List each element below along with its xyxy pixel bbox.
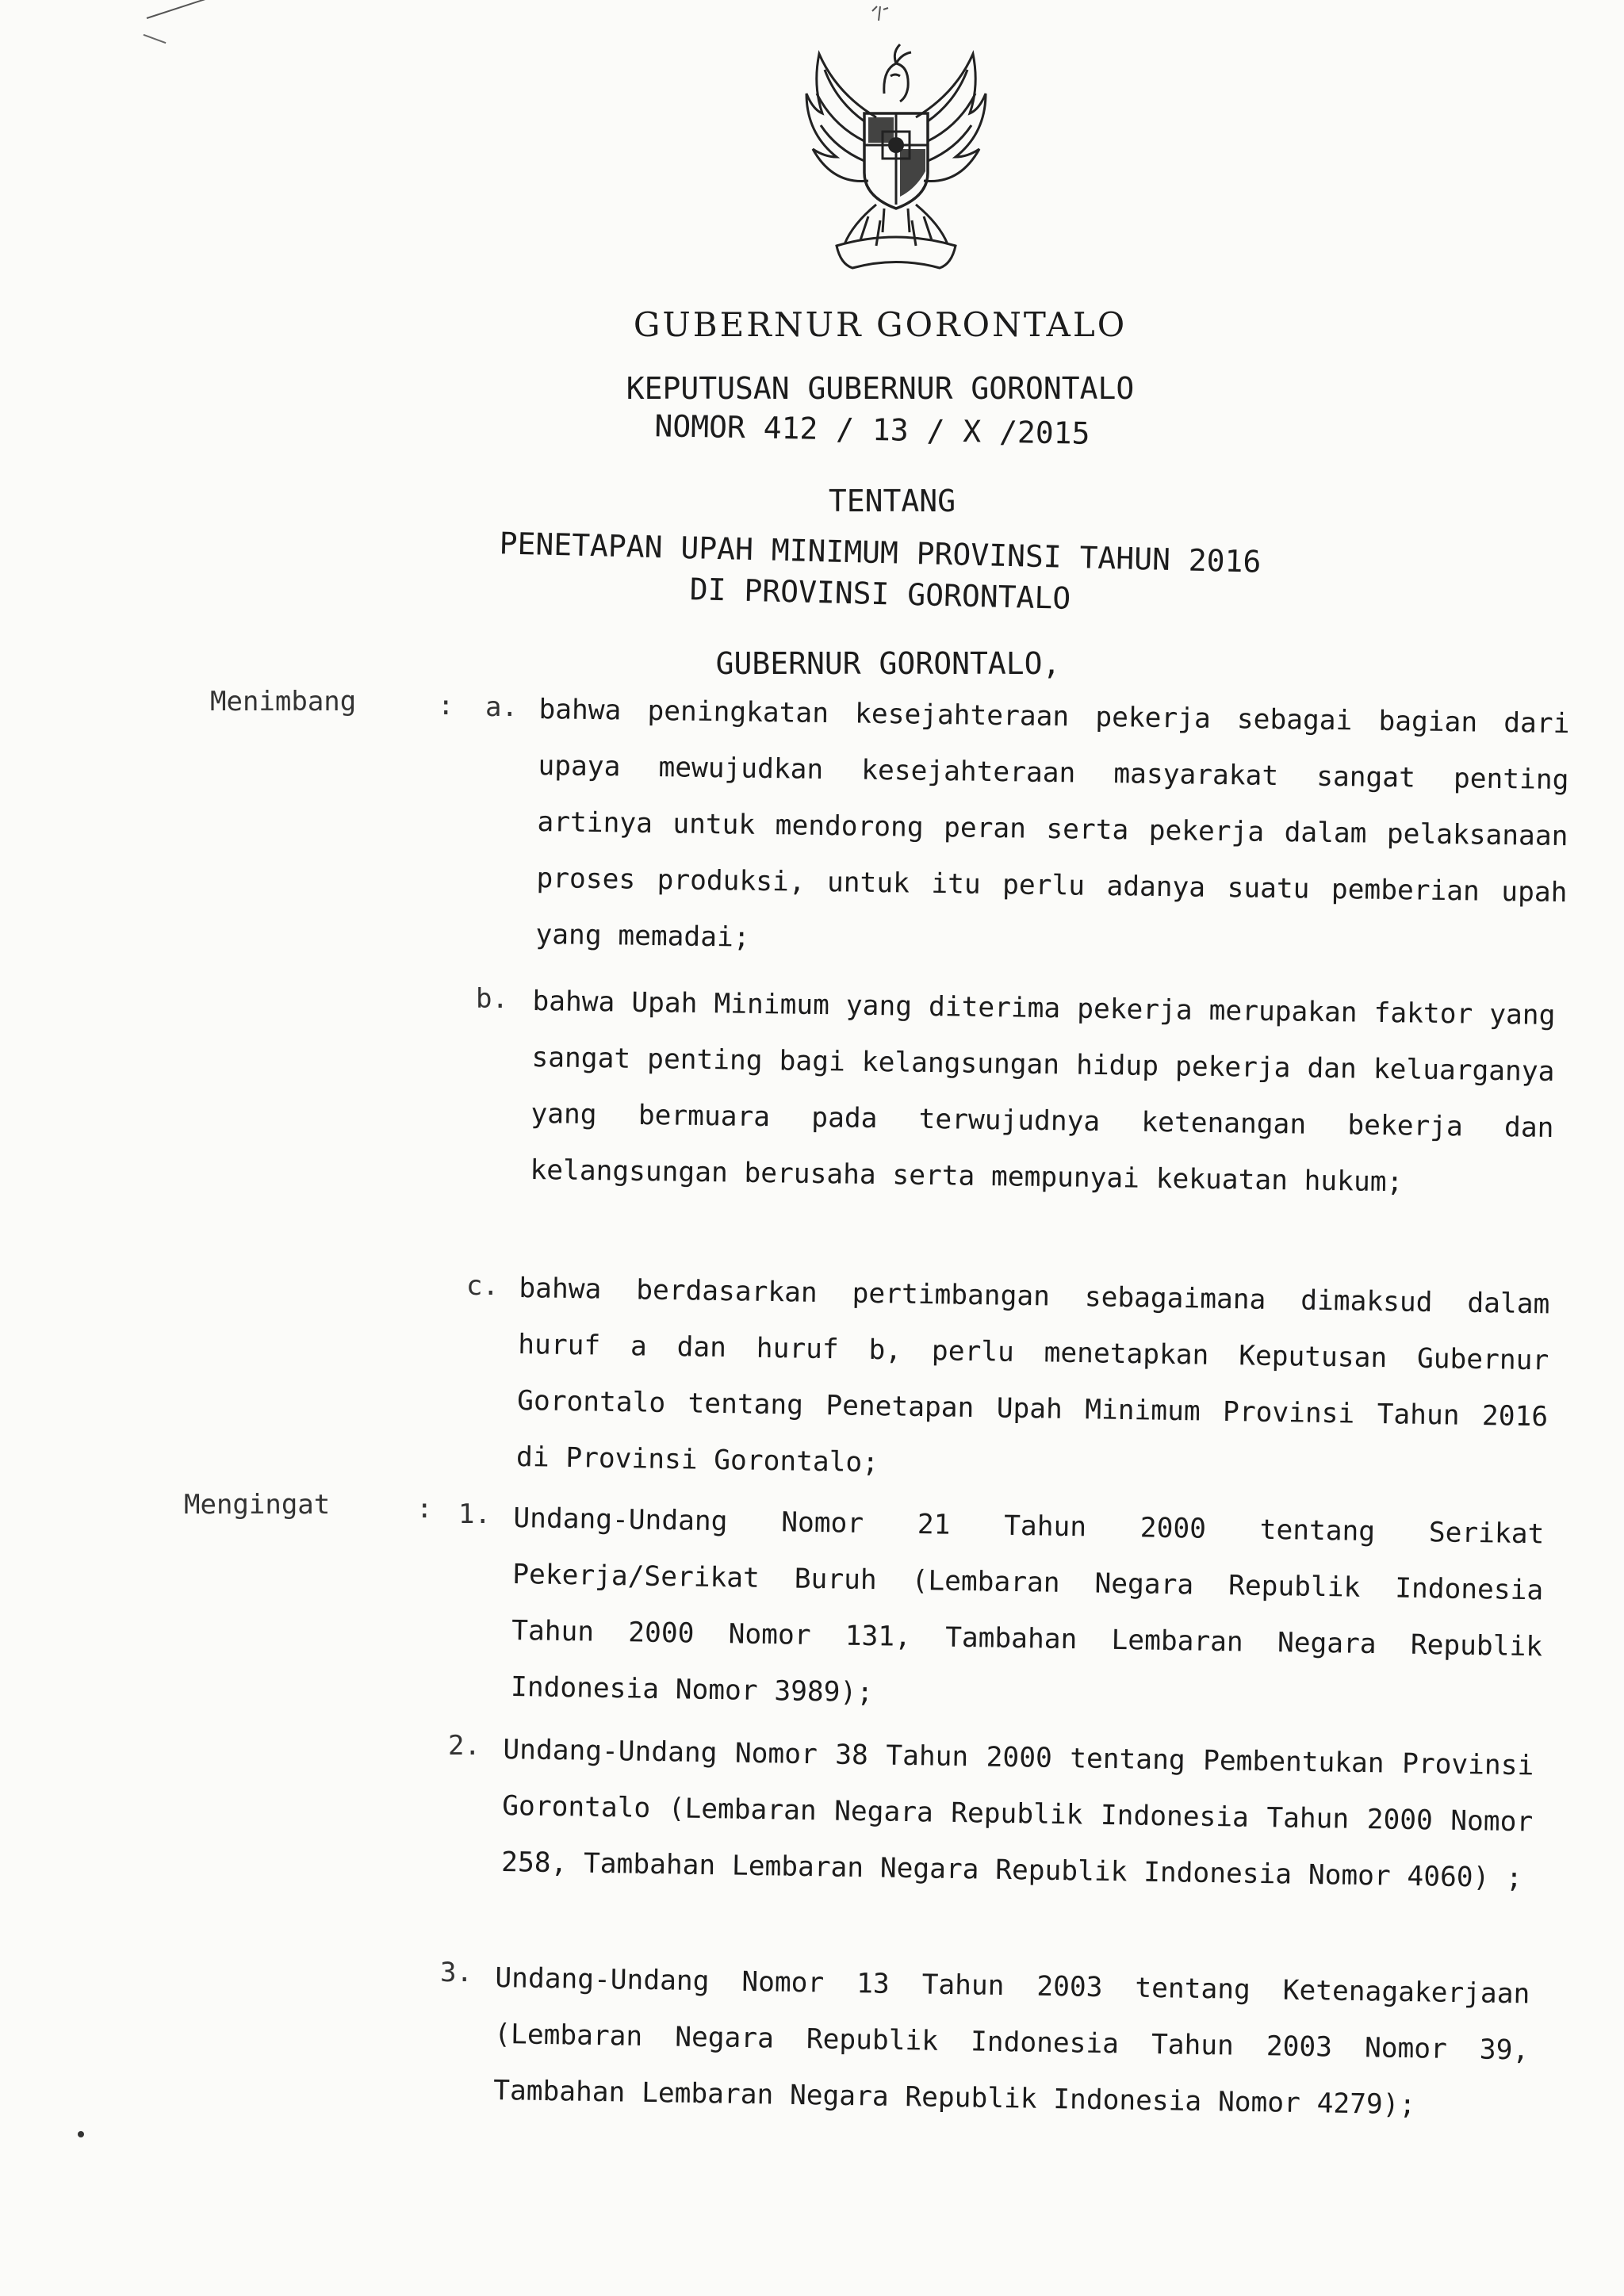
decree-number: NOMOR 412 / 13 / X /2015 (654, 408, 1090, 451)
item-marker-2: 2. (448, 1730, 481, 1762)
item-marker-b: b. (476, 983, 508, 1015)
scan-mark (144, 34, 167, 44)
item-marker-a: a. (485, 691, 518, 723)
about-heading: TENTANG (828, 484, 956, 519)
scan-mark (869, 3, 893, 24)
decree-subject-line-1: PENETAPAN UPAH MINIMUM PROVINSI TAHUN 2016 (499, 526, 1262, 580)
consideration-item-c: bahwa berdasarkan pertimbangan sebagaimana dimaksud dalam huruf a dan huruf b, perlu menetapkan Keputusan Gubernur Gorontalo tentang Penetapan Upah Minimum Provinsi Tahun 2016 di Provinsi Gorontalo; (515, 1272, 1550, 1479)
item-marker-c: c. (466, 1270, 499, 1302)
section-label-menimbang: Menimbang (210, 686, 357, 718)
scan-mark (147, 0, 238, 19)
scan-dot (78, 2131, 84, 2137)
item-marker-1: 1. (458, 1498, 491, 1530)
decree-subject-line-2: DI PROVINSI GORONTALO (689, 572, 1071, 616)
legal-basis-item-3: Undang-Undang Nomor 13 Tahun 2003 tentang Ketenagakerjaan (Lembaran Negara Republik Indonesia Tahun 2003 Nomor 39, Tambahan Lembaran Negara Republik Indonesia Nomor 4279); (492, 1961, 1530, 2122)
section-label-mengingat: Mengingat (184, 1489, 331, 1521)
decree-title: KEPUTUSAN GUBERNUR GORONTALO (626, 371, 1135, 406)
legal-basis-item-1: Undang-Undang Nomor 21 Tahun 2000 tentang Serikat Pekerja/Serikat Buruh (Lembaran Negara Republik Indonesia Tahun 2000 Nomor 131, Tambahan Lembaran Negara Republik Indonesia Nomor 3989); (510, 1502, 1545, 1709)
consideration-item-a: bahwa peningkatan kesejahteraan pekerja sebagai bagian dari upaya mewujudkan kesejahteraan masyarakat sangat penting artinya untuk mendorong peran serta pekerja dalam pelaksanaan proses produksi, untuk itu perlu adanya suatu pemberian upah yang memadai; (535, 693, 1570, 954)
section-colon: : (438, 690, 454, 721)
governor-title: GUBERNUR GORONTALO (633, 305, 1128, 344)
governor-line: GUBERNUR GORONTALO, (715, 646, 1061, 681)
item-marker-3: 3. (440, 1957, 473, 1988)
consideration-item-b: bahwa Upah Minimum yang diterima pekerja merupakan faktor yang sangat penting bagi kelangsungan hidup pekerja dan keluarganya yang bermuara pada terwujudnya ketenangan bekerja dan kelangsungan berusaha serta mempunyai kekuatan hukum; (530, 985, 1556, 1199)
garuda-emblem-icon (789, 38, 1003, 276)
legal-basis-item-2: Undang-Undang Nomor 38 Tahun 2000 tentang Pembentukan Provinsi Gorontalo (Lembaran Negara Republik Indonesia Tahun 2000 Nomor 258, Tambahan Lembaran Negara Republik Indonesia Nomor 4060) ; (500, 1733, 1534, 1895)
section-colon: : (416, 1493, 433, 1525)
